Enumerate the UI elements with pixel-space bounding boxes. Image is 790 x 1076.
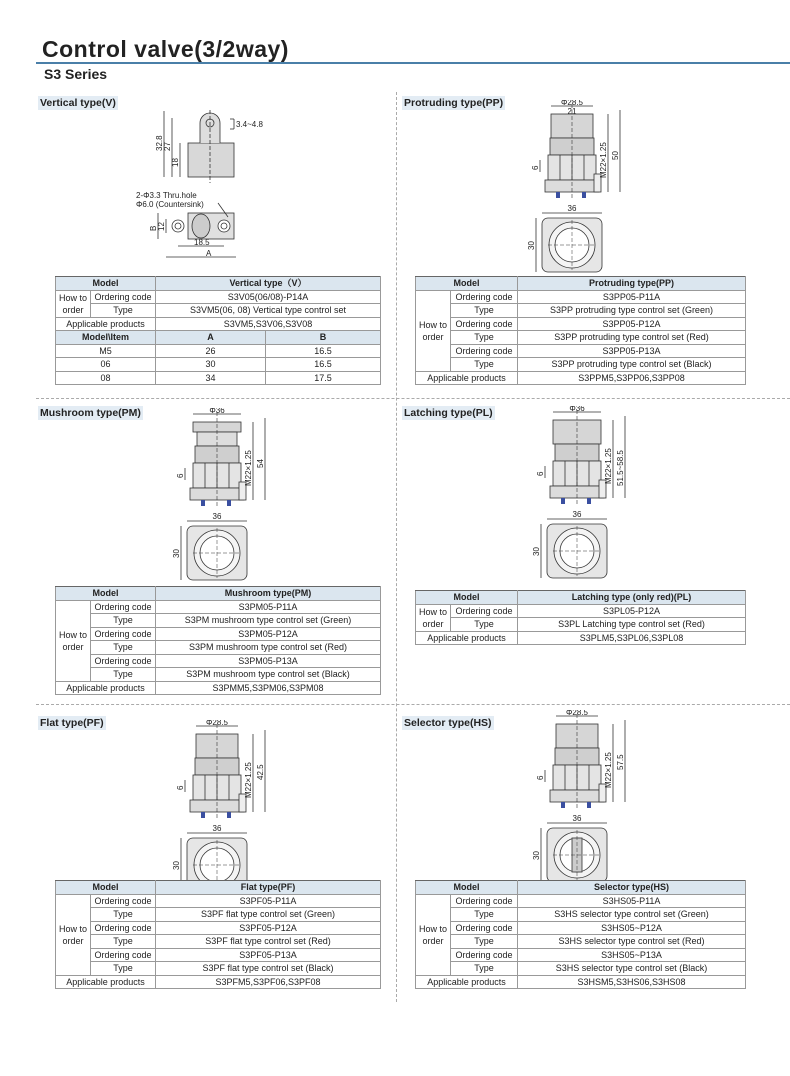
ordering-code-value: S3HS05~P13A <box>518 948 746 962</box>
section-label-mushroom: Mushroom type(PM) <box>40 407 141 419</box>
ordering-code-value: S3PL05-P12A <box>518 604 746 618</box>
ordering-code-label: Ordering code <box>91 921 156 935</box>
series-title: S3 Series <box>44 66 108 82</box>
dim-b-cell: 16.5 <box>266 358 381 372</box>
spec-table-hs <box>415 880 746 989</box>
table-row <box>416 290 746 304</box>
table-row <box>416 304 746 318</box>
type-value: S3PF flat type control set (Black) <box>156 962 381 976</box>
dim-diameter: Φ28.5 <box>561 100 583 107</box>
dim-width: 36 <box>567 204 577 213</box>
section-label-protruding: Protruding type(PP) <box>404 97 504 109</box>
dim-stroke: 3.4~4.8 <box>236 120 263 129</box>
type-label: Type <box>451 908 518 922</box>
type-header: Protruding type(PP) <box>518 277 746 291</box>
applicable-products-value: S3HSM5,S3HS06,S3HS08 <box>518 975 746 989</box>
table-header-row <box>416 591 746 605</box>
section-label-selector: Selector type(HS) <box>404 717 492 729</box>
table-row <box>416 631 746 645</box>
table-row <box>56 654 381 668</box>
table-row <box>56 962 381 976</box>
model-header: Model <box>416 881 518 895</box>
model-header: Model <box>416 277 518 291</box>
type-label: Type <box>451 962 518 976</box>
dim-thread: M22×1.25 <box>599 142 608 178</box>
dim-six: 6 <box>176 473 185 478</box>
spec-table-pp <box>415 276 746 385</box>
table-row <box>56 948 381 962</box>
model-cell: 08 <box>56 371 156 385</box>
ordering-code-label: Ordering code <box>451 344 518 358</box>
column-divider <box>396 92 397 1002</box>
type-label: Type <box>91 304 156 318</box>
applicable-products-label: Applicable products <box>416 371 518 385</box>
type-value: S3HS selector type control set (Green) <box>518 908 746 922</box>
model-item-header: Model\Item <box>56 331 156 345</box>
type-label: Type <box>451 935 518 949</box>
table-row <box>56 641 381 655</box>
applicable-products-value: S3PLM5,S3PL06,S3PL08 <box>518 631 746 645</box>
dim-b: B <box>149 225 158 231</box>
screw-icon <box>201 812 205 818</box>
dimension-row <box>56 344 381 358</box>
table-row <box>56 627 381 641</box>
table-row <box>56 894 381 908</box>
ordering-code-value: S3HS05-P11A <box>518 894 746 908</box>
type-value: S3HS selector type control set (Red) <box>518 935 746 949</box>
flat-type-drawing <box>165 720 295 905</box>
table-row <box>56 668 381 682</box>
ordering-code-label: Ordering code <box>451 604 518 618</box>
spec-table-pm <box>55 586 381 695</box>
how-to-order-label: How to order <box>56 600 91 681</box>
type-value: S3PM mushroom type control set (Green) <box>156 614 381 628</box>
type-value: S3PP protruding type control set (Red) <box>518 331 746 345</box>
table-row <box>416 908 746 922</box>
dim-12: 12 <box>157 222 166 231</box>
table-row <box>416 344 746 358</box>
type-value: S3PP protruding type control set (Green) <box>518 304 746 318</box>
ordering-code-label: Ordering code <box>91 948 156 962</box>
table-row <box>416 358 746 372</box>
ordering-code-value: S3PF05-P13A <box>156 948 381 962</box>
type-value: S3PM mushroom type control set (Black) <box>156 668 381 682</box>
dim-inner: 21 <box>567 107 577 116</box>
screw-icon <box>201 500 205 506</box>
ordering-code-label: Ordering code <box>451 894 518 908</box>
ordering-code-value: S3PP05-P13A <box>518 344 746 358</box>
dim-six: 6 <box>176 785 185 790</box>
dim-diameter: Φ36 <box>569 406 585 413</box>
dim-a-cell: 30 <box>156 358 266 372</box>
applicable-products-value: S3PFM5,S3PF06,S3PF08 <box>156 975 381 989</box>
selector-type-drawing <box>525 710 655 895</box>
dim-thread: M22×1.25 <box>244 762 253 798</box>
dim-b-cell: 16.5 <box>266 344 381 358</box>
screw-icon <box>227 500 231 506</box>
table-row <box>56 317 381 331</box>
applicable-products-label: Applicable products <box>56 681 156 695</box>
type-label: Type <box>91 962 156 976</box>
table-row <box>416 317 746 331</box>
table-row <box>56 304 381 318</box>
table-row <box>56 921 381 935</box>
dim-a: A <box>206 249 212 258</box>
section-label-vertical: Vertical type(V) <box>40 97 116 109</box>
latching-type-drawing <box>525 406 655 591</box>
type-value: S3PF flat type control set (Red) <box>156 935 381 949</box>
type-label: Type <box>91 935 156 949</box>
dim-thread: M22×1.25 <box>604 448 613 484</box>
applicable-products-value: S3PPM5,S3PP06,S3PP08 <box>518 371 746 385</box>
ordering-code-value: S3PP05-P12A <box>518 317 746 331</box>
dim-width: 36 <box>572 814 582 823</box>
dim-height: 54 <box>256 459 265 468</box>
table-row <box>416 935 746 949</box>
model-header: Model <box>56 587 156 601</box>
screw-icon <box>561 498 565 504</box>
ordering-code-value: S3PM05-P13A <box>156 654 381 668</box>
type-label: Type <box>451 304 518 318</box>
type-label: Type <box>91 908 156 922</box>
dim-width: 36 <box>572 510 582 519</box>
type-value: S3PF flat type control set (Green) <box>156 908 381 922</box>
dim-hole: 2-Φ3.3 Thru.hole <box>136 191 197 200</box>
dim-height: 57.5 <box>616 754 625 770</box>
dim-mid: 27 <box>163 142 172 151</box>
applicable-products-value: S3PMM5,S3PM06,S3PM08 <box>156 681 381 695</box>
dim-diameter: Φ36 <box>209 408 225 415</box>
how-to-order-label: How to order <box>416 290 451 371</box>
dim-diameter: Φ28.5 <box>566 710 588 717</box>
dim-thread: M22×1.25 <box>604 752 613 788</box>
table-row <box>416 894 746 908</box>
dim-six: 6 <box>536 775 545 780</box>
table-header-row <box>56 587 381 601</box>
dim-height: 42.5 <box>256 764 265 780</box>
dim-height: 32.8 <box>155 135 164 151</box>
dim-body: 18 <box>171 158 180 167</box>
ordering-code-value: S3PF05-P11A <box>156 894 381 908</box>
type-header: Vertical type（V） <box>156 277 381 291</box>
table-row <box>56 975 381 989</box>
table-row <box>56 614 381 628</box>
type-value: S3PM mushroom type control set (Red) <box>156 641 381 655</box>
dim-thread: M22×1.25 <box>244 450 253 486</box>
screw-icon <box>582 192 586 198</box>
table-header-row <box>416 277 746 291</box>
mushroom-type-drawing <box>165 408 295 593</box>
table-row <box>416 962 746 976</box>
model-cell: 06 <box>56 358 156 372</box>
type-value: S3HS selector type control set (Black) <box>518 962 746 976</box>
applicable-products-value: S3VM5,S3V06,S3V08 <box>156 317 381 331</box>
table-row <box>56 681 381 695</box>
page-title: Control valve(3/2way) <box>42 36 289 62</box>
ordering-code-label: Ordering code <box>451 290 518 304</box>
dim-depth: 30 <box>527 241 536 250</box>
model-cell: M5 <box>56 344 156 358</box>
dim-six: 6 <box>536 471 545 476</box>
dim-a-cell: 26 <box>156 344 266 358</box>
type-header: Flat type(PF) <box>156 881 381 895</box>
table-row <box>56 935 381 949</box>
type-value: S3VM5(06, 08) Vertical type control set <box>156 304 381 318</box>
model-header: Model <box>416 591 518 605</box>
dim-diameter: Φ28.5 <box>206 720 228 727</box>
dim-countersink: Φ6.0 (Countersink) <box>136 200 204 209</box>
type-header: Selector type(HS) <box>518 881 746 895</box>
spec-table-v <box>55 276 381 385</box>
screw-icon <box>587 802 591 808</box>
applicable-products-label: Applicable products <box>56 317 156 331</box>
dim-width: 36 <box>212 512 222 521</box>
applicable-products-label: Applicable products <box>56 975 156 989</box>
ordering-code-value: S3HS05~P12A <box>518 921 746 935</box>
type-value: S3PL Latching type control set (Red) <box>518 618 746 632</box>
screw-icon <box>227 812 231 818</box>
dim-a-header: A <box>156 331 266 345</box>
dim-width: 36 <box>212 824 222 833</box>
applicable-products-label: Applicable products <box>416 975 518 989</box>
type-value: S3PP protruding type control set (Black) <box>518 358 746 372</box>
type-label: Type <box>91 614 156 628</box>
spec-table-pl <box>415 590 746 645</box>
table-header-row <box>56 277 381 291</box>
how-to-order-label: How to order <box>416 894 451 975</box>
dim-b-header: B <box>266 331 381 345</box>
spec-table-pf <box>55 880 381 989</box>
how-to-order-label: How to order <box>416 604 451 631</box>
dim-a-cell: 34 <box>156 371 266 385</box>
dim-depth: 30 <box>172 549 181 558</box>
section-label-flat: Flat type(PF) <box>40 717 104 729</box>
title-rule <box>36 62 790 64</box>
ordering-code-label: Ordering code <box>91 654 156 668</box>
dim-b-cell: 17.5 <box>266 371 381 385</box>
type-label: Type <box>451 618 518 632</box>
table-row <box>416 948 746 962</box>
type-label: Type <box>91 668 156 682</box>
table-row <box>416 618 746 632</box>
table-row <box>416 975 746 989</box>
dimension-row <box>56 358 381 372</box>
table-row <box>56 908 381 922</box>
screw-icon <box>587 498 591 504</box>
dimension-header-row <box>56 331 381 345</box>
type-header: Latching type (only red)(PL) <box>518 591 746 605</box>
dim-height: 50 <box>611 151 620 160</box>
ordering-code-label: Ordering code <box>451 948 518 962</box>
ordering-code-label: Ordering code <box>91 600 156 614</box>
dim-depth: 30 <box>172 861 181 870</box>
ordering-code-value: S3PM05-P12A <box>156 627 381 641</box>
dim-pitch: 18.5 <box>194 238 210 247</box>
table-row <box>416 371 746 385</box>
ordering-code-label: Ordering code <box>451 921 518 935</box>
table-row <box>56 290 381 304</box>
table-header-row <box>416 881 746 895</box>
how-to-order-label: How to order <box>56 894 91 975</box>
vertical-type-drawing <box>120 105 320 265</box>
ordering-code-value: S3V05(06/08)-P14A <box>156 290 381 304</box>
screw-icon <box>556 192 560 198</box>
dim-six: 6 <box>531 165 540 170</box>
dim-height: 51.5~58.5 <box>616 450 625 486</box>
ordering-code-value: S3PM05-P11A <box>156 600 381 614</box>
dim-depth: 30 <box>532 851 541 860</box>
protruding-type-drawing <box>520 100 650 285</box>
ordering-code-label: Ordering code <box>451 317 518 331</box>
ordering-code-label: Ordering code <box>91 290 156 304</box>
section-label-latching: Latching type(PL) <box>404 407 493 419</box>
ordering-code-label: Ordering code <box>91 894 156 908</box>
dim-depth: 30 <box>532 547 541 556</box>
table-row <box>56 600 381 614</box>
type-label: Type <box>91 641 156 655</box>
screw-icon <box>561 802 565 808</box>
model-header: Model <box>56 277 156 291</box>
table-row <box>416 921 746 935</box>
table-row <box>416 604 746 618</box>
dimension-row <box>56 371 381 385</box>
table-header-row <box>56 881 381 895</box>
type-label: Type <box>451 358 518 372</box>
table-row <box>416 331 746 345</box>
ordering-code-label: Ordering code <box>91 627 156 641</box>
row-divider <box>36 398 790 399</box>
row-divider <box>36 704 790 705</box>
type-header: Mushroom type(PM) <box>156 587 381 601</box>
ordering-code-value: S3PF05-P12A <box>156 921 381 935</box>
model-header: Model <box>56 881 156 895</box>
applicable-products-label: Applicable products <box>416 631 518 645</box>
ordering-code-value: S3PP05-P11A <box>518 290 746 304</box>
type-label: Type <box>451 331 518 345</box>
how-to-order-label: How to order <box>56 290 91 317</box>
